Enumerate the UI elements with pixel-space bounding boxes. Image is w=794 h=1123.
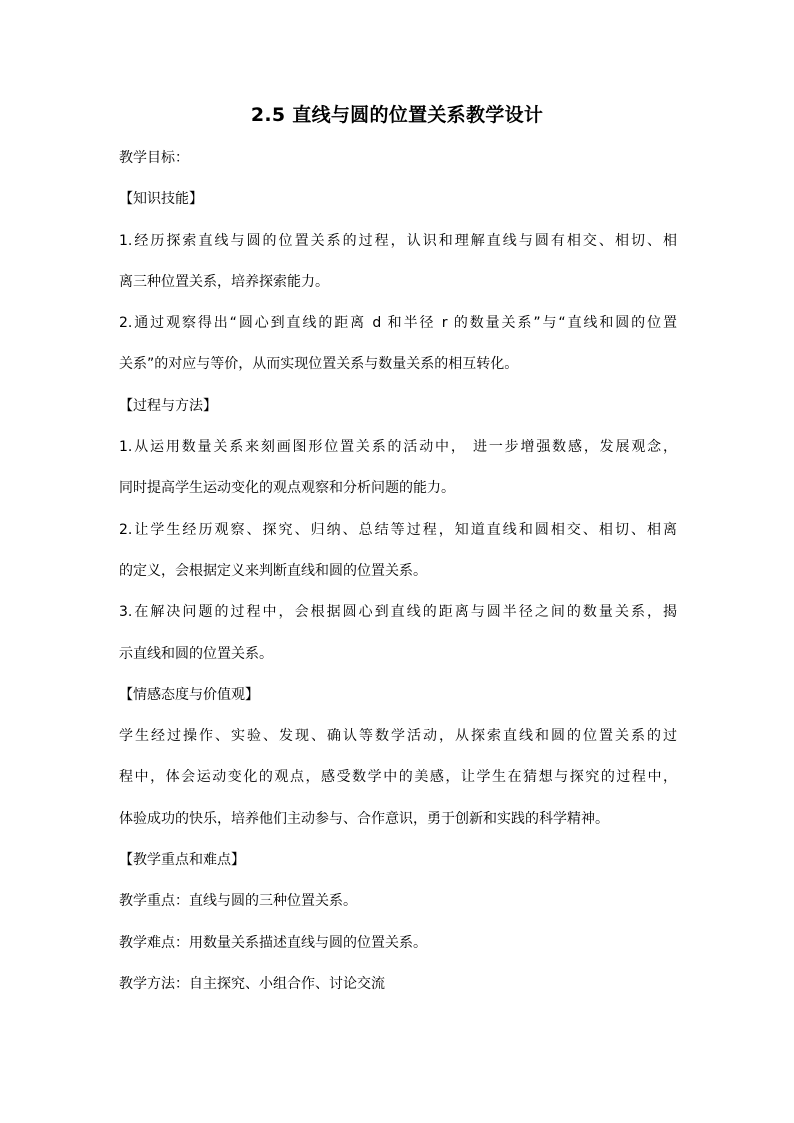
paragraph-line: 1.经历探索直线与圆的位置关系的过程，认识和理解直线与圆有相交、相切、相 <box>119 232 677 249</box>
paragraph-line: 2.通过观察得出“圆心到直线的距离 d 和半径 r 的数量关系”与“直线和圆的位置 <box>119 315 677 332</box>
section-heading-focus: 【教学重点和难点】 <box>119 852 245 869</box>
paragraph-line: 离三种位置关系，培养探索能力。 <box>119 273 329 290</box>
paragraph-line: 程中，体会运动变化的观点，感受数学中的美感，让学生在猜想与探究的过程中， <box>119 769 677 786</box>
paragraph-line: 1.从运用数量关系来刻画图形位置关系的活动中， 进一步增强数感，发展观念， <box>119 439 677 456</box>
paragraph-line: 体验成功的快乐，培养他们主动参与、合作意识，勇于创新和实践的科学精神。 <box>119 810 609 827</box>
paragraph-line: 同时提高学生运动变化的观点观察和分析问题的能力。 <box>119 480 455 497</box>
paragraph-line: 学生经过操作、实验、发现、确认等数学活动，从探索直线和圆的位置关系的过 <box>119 728 677 745</box>
teaching-method: 教学方法：自主探究、小组合作、讨论交流 <box>119 975 385 992</box>
section-heading-knowledge: 【知识技能】 <box>119 191 203 208</box>
paragraph-line: 关系”的对应与等价，从而实现位置关系与数量关系的相互转化。 <box>119 356 519 373</box>
teaching-difficulty: 教学难点：用数量关系描述直线与圆的位置关系。 <box>119 934 427 951</box>
teaching-key-point: 教学重点：直线与圆的三种位置关系。 <box>119 893 357 910</box>
paragraph-line: 示直线和圆的位置关系。 <box>119 645 273 662</box>
paragraph-line: 3.在解决问题的过程中，会根据圆心到直线的距离与圆半径之间的数量关系，揭 <box>119 604 677 621</box>
document-body <box>119 146 677 1013</box>
paragraph-line: 2.让学生经历观察、探究、归纳、总结等过程，知道直线和圆相交、相切、相离 <box>119 521 677 538</box>
section-heading-attitude: 【情感态度与价值观】 <box>119 686 259 703</box>
teaching-goals-label: 教学目标： <box>119 150 189 166</box>
section-heading-process: 【过程与方法】 <box>119 397 217 414</box>
paragraph-line: 的定义，会根据定义来判断直线和圆的位置关系。 <box>119 562 427 579</box>
document-title: 2.5 直线与圆的位置关系教学设计 <box>250 104 544 126</box>
